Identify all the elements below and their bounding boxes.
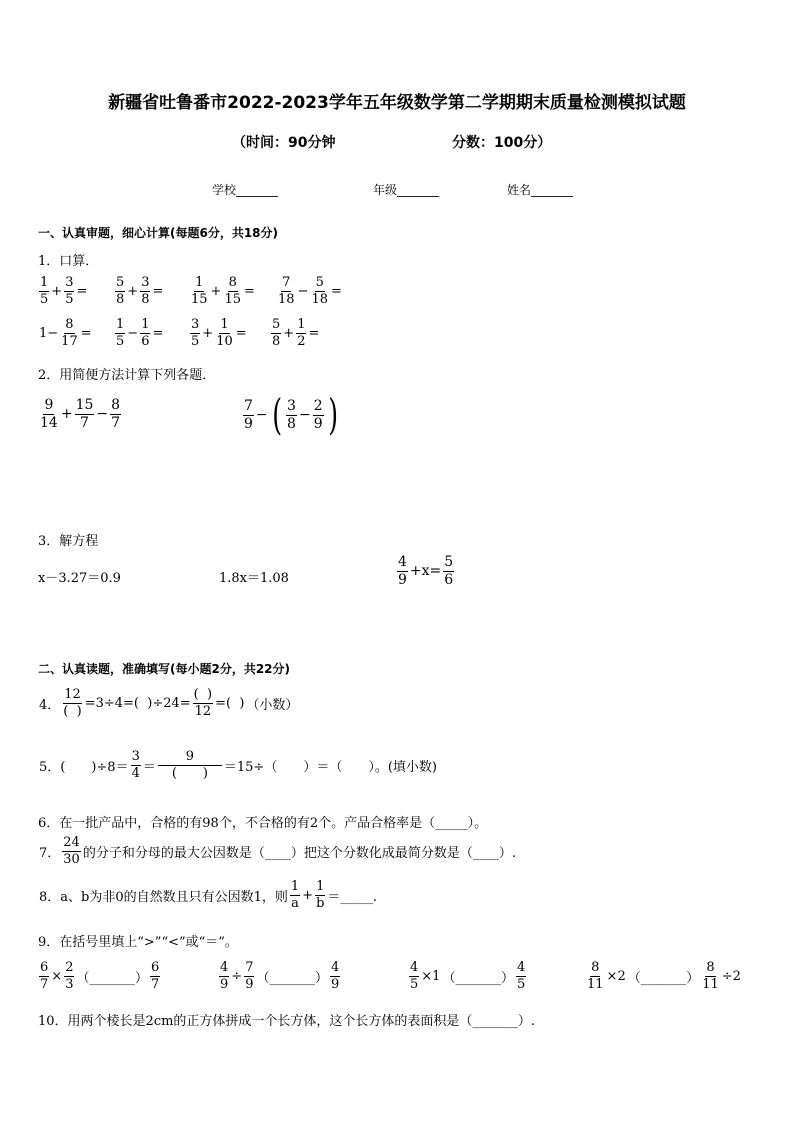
q9-compare-3: $\frac{4}{5}$ ×1 （_______） $\frac{4}{5}$ <box>410 960 526 992</box>
q2-label: 2．用简便方法计算下列各题． <box>38 368 216 383</box>
mental-1: $\frac{1}{5}$ + $\frac{3}{5}$ = <box>40 275 88 307</box>
mental-5: 1− $\frac{8}{17}$ = <box>39 317 92 349</box>
name-field[interactable]: 姓名_______ <box>507 183 574 197</box>
school-field[interactable]: 学校_______ <box>212 183 279 197</box>
q8: 8．a、b为非0的自然数且只有公因数1，则 $\frac{1}{a}$ + $\frac{1}{b}$ ＝_____. <box>39 879 378 911</box>
section2-heading: 二、认真读题，准确填写(每小题2分，共22分) <box>38 662 291 676</box>
q5: 5．( )÷8＝ $\frac{3}{4}$ ＝ $\frac{9}{( )}$ ＝15÷（ ）＝（ ）。(填小数) <box>39 749 437 781</box>
section1-heading: 一、认真审题，细心计算(每题6分，共18分) <box>38 226 279 240</box>
equation-1: x－3.27＝0.9 <box>38 571 121 586</box>
mental-4: $\frac{7}{18}$ − $\frac{5}{18}$ = <box>278 275 342 307</box>
equation-3: $\frac{4}{9}$ +x= $\frac{5}{6}$ <box>398 554 454 588</box>
q9-compare-1: $\frac{6}{7}$ × $\frac{2}{3}$ （_______） $\frac{6}{7}$ <box>40 960 160 992</box>
q9-compare-4: $\frac{8}{11}$ ×2 （_______） $\frac{8}{11}$ ÷2 <box>587 960 741 992</box>
q3-label: 3．解方程 <box>38 534 99 549</box>
q9: 9．在括号里填上“>”“<”或“＝”。 <box>38 935 238 950</box>
q2-expr-2: $\frac{7}{9}$ − ( $\frac{3}{8}$ − $\frac{2}{9}$ ) <box>244 390 338 439</box>
q9-compare-2: $\frac{4}{9}$ ÷ $\frac{7}{9}$ （_______） $\frac{4}{9}$ <box>220 960 340 992</box>
q6: 6．在一批产品中，合格的有98个，不合格的有2个。产品合格率是（_____）。 <box>38 816 488 831</box>
page-title: 新疆省吐鲁番市2022-2023学年五年级数学第二学期期末质量检测模拟试题 <box>108 93 686 113</box>
exam-time: （时间：90分钟 <box>232 135 336 151</box>
q7: 7． $\frac{24}{30}$ 的分子和分母的最大公因数是（____）把这个分数化成最简分数是（____）. <box>39 835 516 867</box>
q10: 10．用两个棱长是2cm的正方体拼成一个长方体，这个长方体的表面积是（_______）. <box>38 1014 536 1029</box>
equation-2: 1.8x＝1.08 <box>219 571 289 586</box>
mental-3: $\frac{1}{15}$ + $\frac{8}{15}$ = <box>191 275 255 307</box>
grade-field[interactable]: 年级_______ <box>373 183 440 197</box>
mental-8: $\frac{5}{8}$ + $\frac{1}{2}$ = <box>272 317 320 349</box>
mental-7: $\frac{3}{5}$ + $\frac{1}{10}$ = <box>191 317 247 349</box>
q1-label: 1．口算． <box>38 254 99 269</box>
q4: 4． $\frac{12}{( )}$ =3÷4=( )÷24= $\frac{( )}{12}$ =( ) （小数） <box>39 687 299 719</box>
q2-expr-1: $\frac{9}{14}$ + $\frac{15}{7}$ − $\frac{8}{7}$ <box>40 397 121 431</box>
mental-6: $\frac{1}{5}$ − $\frac{1}{6}$ = <box>116 317 164 349</box>
exam-score: 分数：100分） <box>452 135 552 151</box>
mental-2: $\frac{5}{8}$ + $\frac{3}{8}$ = <box>116 275 164 307</box>
